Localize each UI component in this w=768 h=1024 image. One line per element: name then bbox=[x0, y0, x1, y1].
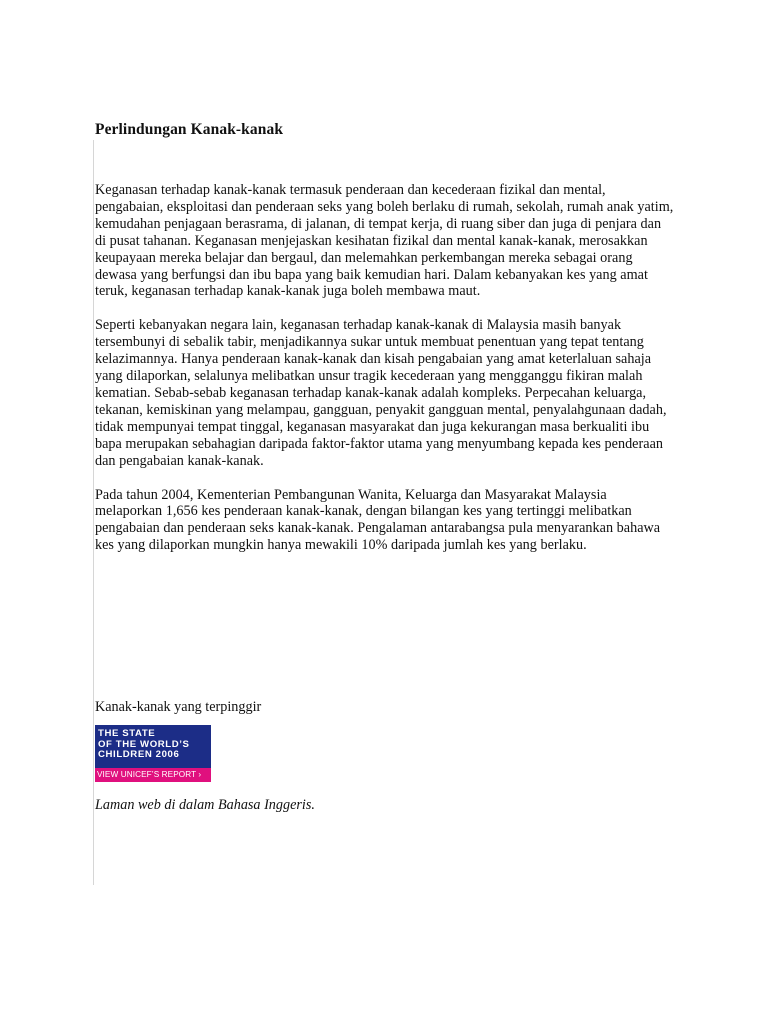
banner-line-2: OF THE WORLD’S bbox=[98, 738, 190, 750]
paragraph-3: Pada tahun 2004, Kementerian Pembangunan Wanita, Keluarga dan Masyarakat Malaysia melaporkan 1,656 kes penderaan kanak-kanak, dengan bilangan kes yang tertinggi melibatkan pengabaian dan penderaan seks kanak-kanak. Pengalaman antarabangsa pula menyarankan bahawa kes yang dilaporkan mungkin hanya mewakili 10% daripada jumlah kes yang berlaku. bbox=[95, 486, 661, 554]
paragraph-1: Keganasan terhadap kanak-kanak termasuk penderaan dan kecederaan fizikal dan mental, pengabaian, eksploitasi dan penderaan seks yang boleh berlaku di rumah, sekolah, rumah anak yatim, kemudahan penjagaan berasrama, di jalanan, di tempat kerja, di ruang siber dan juga di penjara dan di pusat tahanan. Keganasan menjejaskan kesihatan fizikal dan mental kanak-kanak, merosakkan keupayaan mereka belajar dan bergaul, dan melemahkan perkembangan mereka sebagai orang dewasa yang berfungsi dan ibu bapa yang baik kemudian hari. Dalam kebanyakan kes yang amat teruk, keganasan terhadap kanak-kanak juga boleh membawa maut. bbox=[95, 182, 674, 300]
section-subheading: Kanak-kanak yang terpinggir bbox=[95, 699, 262, 716]
banner-line-1: THE STATE bbox=[98, 728, 156, 740]
banner-caption: Laman web di dalam Bahasa Inggeris. bbox=[95, 797, 315, 814]
view-report-link[interactable]: VIEW UNICEF’S REPORT › bbox=[95, 768, 211, 782]
unicef-report-banner[interactable] bbox=[95, 725, 211, 782]
page-margin-line bbox=[93, 140, 94, 885]
document-title: Perlindungan Kanak-kanak bbox=[95, 121, 284, 138]
banner-line-3: CHILDREN 2006 bbox=[98, 749, 180, 761]
document-body bbox=[95, 120, 675, 814]
paragraph-2: Seperti kebanyakan negara lain, keganasan terhadap kanak-kanak di Malaysia masih banyak tersembunyi di sebalik tabir, menjadikannya sukar untuk membuat penentuan yang tepat tentang kelazimannya. Hanya penderaan kanak-kanak dan kisah pengabaian yang amat keterlaluan sahaja yang dilaporkan, selalunya melibatkan unsur tragik kecederaan yang mengganggu fikiran malah kematian. Sebab-sebab keganasan terhadap kanak-kanak adalah kompleks. Perpecahan keluarga, tekanan, kemiskinan yang melampau, gangguan, penyakit gangguan mental, penyalahgunaan dadah, tidak mempunyai tempat tinggal, keganasan masyarakat dan juga kekurangan masa berkualiti ibu bapa merupakan sebahagian daripada faktor-faktor utama yang menyumbang kepada kes penderaan dan pengabaian kanak-kanak. bbox=[95, 317, 667, 469]
